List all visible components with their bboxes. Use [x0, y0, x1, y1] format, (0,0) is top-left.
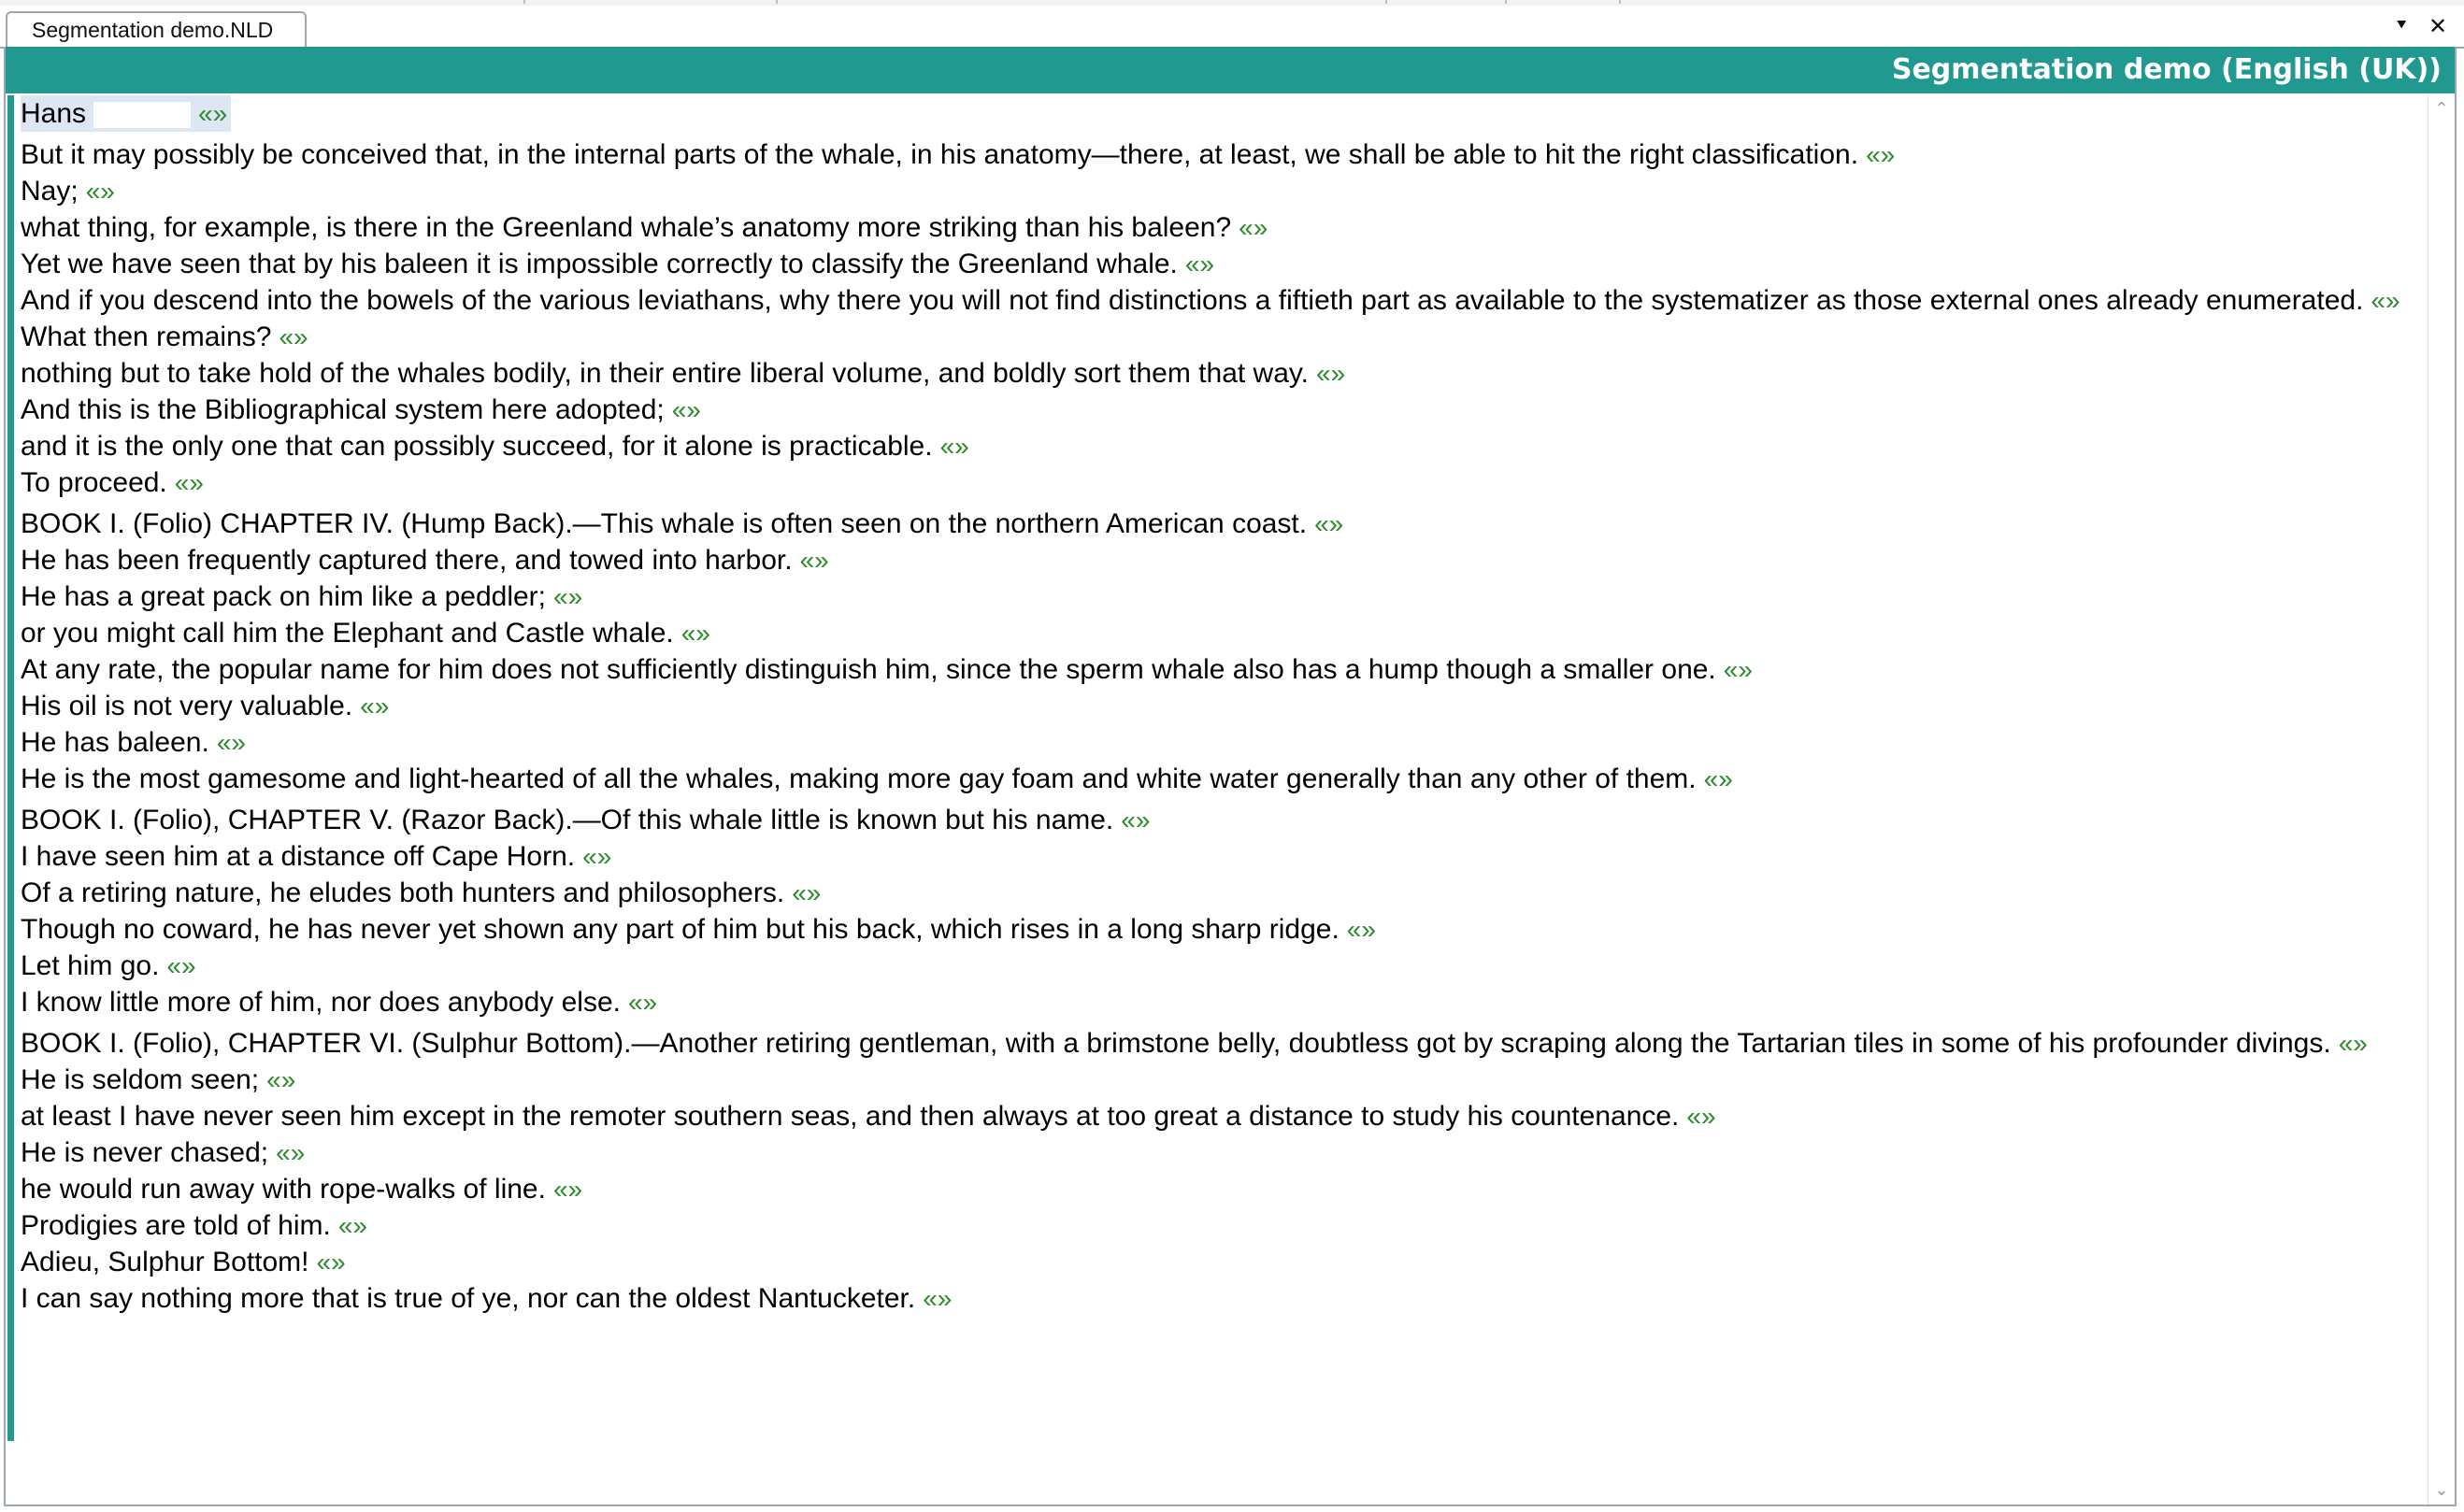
segment-text: or you might call him the Elephant and Castle whale. — [21, 618, 674, 649]
segment-marker-icon[interactable]: «» — [1239, 213, 1268, 242]
segment-text: nothing but to take hold of the whales bodily, in their entire liberal volume, and boldly sort them that way. — [21, 358, 1310, 389]
selected-segment[interactable] — [21, 95, 231, 132]
redacted-text — [93, 102, 191, 128]
segment-marker-icon[interactable]: «» — [680, 619, 710, 648]
segment-line[interactable] — [21, 1244, 2423, 1280]
segment-line[interactable] — [21, 838, 2423, 875]
segment-text: He is never chased; — [21, 1137, 269, 1168]
segment-line[interactable] — [21, 173, 2423, 209]
segment-list[interactable] — [21, 95, 2423, 1317]
segment-marker-icon[interactable]: «» — [2338, 1029, 2368, 1058]
segment-text: He has a great pack on him like a peddler; — [21, 581, 546, 612]
segment-text: he would run away with rope-walks of line. — [21, 1174, 546, 1205]
segment-marker-icon[interactable]: «» — [216, 728, 246, 757]
segment-marker-icon[interactable]: «» — [1121, 806, 1151, 834]
segment-line[interactable] — [21, 651, 2423, 688]
segment-marker-icon[interactable]: «» — [799, 546, 829, 575]
segment-marker-icon[interactable]: «» — [276, 1138, 306, 1167]
segment-text: I can say nothing more that is true of ye, nor can the oldest Nantucketer. — [21, 1283, 916, 1314]
segment-line[interactable] — [21, 136, 2423, 173]
segment-marker-icon[interactable]: «» — [316, 1248, 346, 1277]
segment-text: And if you descend into the bowels of the various leviathans, why there you will not find distinctions a fiftieth part as available to the systematizer as those external ones already enumerated. — [21, 285, 2364, 316]
segment-text: Hans — [21, 98, 87, 129]
toolbar-segment — [525, 0, 778, 4]
segment-line[interactable] — [21, 246, 2423, 282]
segment-marker-icon[interactable]: «» — [266, 1065, 296, 1094]
scroll-down-icon[interactable]: ⌄ — [2434, 1480, 2449, 1500]
segment-marker-icon[interactable]: «» — [1686, 1102, 1716, 1131]
segment-line[interactable] — [21, 428, 2423, 464]
segment-accent-bar — [7, 95, 14, 1441]
segment-line[interactable] — [21, 1134, 2423, 1171]
segment-line[interactable] — [21, 392, 2423, 428]
toolbar-segment — [1387, 0, 1507, 4]
segment-text: He is seldom seen; — [21, 1064, 260, 1095]
segment-text: He has been frequently captured there, and towed into harbor. — [21, 545, 793, 576]
segment-text: What then remains? — [21, 321, 272, 352]
segment-marker-icon[interactable]: «» — [923, 1284, 953, 1313]
segment-text: To proceed. — [21, 467, 167, 498]
segment-line[interactable] — [21, 355, 2423, 392]
segment-marker-icon[interactable]: «» — [1723, 655, 1753, 684]
segment-text: But it may possibly be conceived that, in the internal parts of the whale, in his anatomy—there, at least, we shall be able to hit the right classification. — [21, 139, 1859, 170]
segment-marker-icon[interactable]: «» — [2371, 286, 2400, 315]
segment-marker-icon[interactable]: «» — [552, 1175, 583, 1204]
segment-text: Nay; — [21, 176, 79, 207]
segment-marker-icon[interactable]: «» — [279, 322, 308, 351]
segment-line[interactable] — [21, 1025, 2423, 1062]
segment-line[interactable] — [21, 542, 2423, 578]
document-tab[interactable]: Segmentation demo.NLD — [6, 11, 307, 47]
segment-marker-icon[interactable]: «» — [1703, 764, 1733, 793]
segment-marker-icon[interactable]: «» — [1184, 250, 1215, 278]
segment-line[interactable] — [21, 761, 2423, 797]
segment-marker-icon[interactable]: «» — [1866, 140, 1896, 169]
segment-text: at least I have never seen him except in the remoter southern seas, and then always at too great a distance to study his countenance. — [21, 1101, 1680, 1132]
segment-text: His oil is not very valuable. — [21, 691, 353, 721]
segment-marker-icon[interactable]: «» — [85, 177, 115, 206]
segment-line[interactable] — [21, 282, 2423, 319]
segment-line[interactable] — [21, 1207, 2423, 1244]
segment-marker-icon[interactable]: «» — [166, 951, 196, 980]
segment-line[interactable] — [21, 209, 2423, 246]
segment-line[interactable] — [21, 464, 2423, 501]
segment-marker-icon[interactable]: «» — [671, 395, 701, 424]
segment-line[interactable] — [21, 802, 2423, 838]
segment-line[interactable] — [21, 984, 2423, 1020]
segment-text: And this is the Bibliographical system here adopted; — [21, 394, 665, 425]
segment-marker-icon[interactable]: «» — [627, 988, 658, 1017]
segment-text: BOOK I. (Folio), CHAPTER V. (Razor Back).—Of this whale little is known but his name. — [21, 805, 1114, 835]
segment-marker-icon[interactable]: «» — [1316, 359, 1346, 388]
segment-marker-icon[interactable]: «» — [582, 842, 612, 871]
segment-text: Of a retiring nature, he eludes both hunters and philosophers. — [21, 877, 785, 908]
tab-dropdown-icon[interactable]: ⯆ — [2395, 16, 2409, 36]
segment-text: I have seen him at a distance off Cape Horn. — [21, 841, 576, 872]
segment-text: He has baleen. — [21, 727, 209, 758]
segment-text: what thing, for example, is there in the Greenland whale’s anatomy more striking than his baleen? — [21, 212, 1232, 243]
editor-panel — [4, 47, 2457, 1506]
toolbar-segment — [0, 0, 525, 4]
panel-title: Segmentation demo (English (UK)) — [1891, 53, 2442, 86]
segment-text: Adieu, Sulphur Bottom! — [21, 1247, 309, 1277]
segment-line[interactable] — [21, 875, 2423, 911]
segment-text: Yet we have seen that by his baleen it is impossible correctly to classify the Greenland whale. — [21, 249, 1178, 279]
segment-text: At any rate, the popular name for him does not sufficiently distinguish him, since the sperm whale also has a hump though a smaller one. — [21, 654, 1716, 685]
document-tab-strip — [0, 6, 2464, 49]
segment-text: and it is the only one that can possibly succeed, for it alone is practicable. — [21, 431, 933, 462]
segment-text: Though no coward, he has never yet shown any part of him but his back, which rises in a long sharp ridge. — [21, 914, 1339, 945]
segment-marker-icon[interactable]: «» — [174, 468, 204, 497]
segment-line[interactable] — [21, 1280, 2423, 1317]
close-icon[interactable]: ✕ — [2428, 13, 2448, 39]
segment-line[interactable] — [21, 724, 2423, 761]
segment-marker-icon[interactable]: «» — [337, 1211, 367, 1240]
scroll-up-icon[interactable]: ⌃ — [2434, 99, 2449, 119]
vertical-scrollbar[interactable] — [2428, 95, 2455, 1505]
segment-marker-icon[interactable]: «» — [360, 692, 390, 720]
segment-marker-icon[interactable]: «» — [792, 878, 822, 907]
segment-marker-icon[interactable]: «» — [1346, 915, 1376, 944]
segment-line[interactable] — [21, 911, 2423, 948]
panel-title-bar — [6, 47, 2455, 93]
segment-line[interactable] — [21, 1171, 2423, 1207]
segment-marker-icon[interactable]: «» — [939, 432, 969, 461]
segment-line[interactable] — [21, 319, 2423, 355]
segment-marker-icon[interactable]: «» — [1314, 509, 1344, 538]
segment-line[interactable] — [21, 948, 2423, 984]
segment-text: I know little more of him, nor does anybody else. — [21, 987, 621, 1018]
segment-line[interactable] — [21, 615, 2423, 651]
toolbar-segment — [778, 0, 1387, 4]
segment-line[interactable] — [21, 1062, 2423, 1098]
segment-line[interactable] — [21, 506, 2423, 542]
segment-line[interactable] — [21, 578, 2423, 615]
segment-text: He is the most gamesome and light-hearted of all the whales, making more gay foam and white water generally than any other of them. — [21, 763, 1697, 794]
segment-text: BOOK I. (Folio) CHAPTER IV. (Hump Back).—This whale is often seen on the northern American coast. — [21, 508, 1308, 539]
segment-line[interactable] — [21, 1098, 2423, 1134]
segment-line[interactable] — [21, 95, 2423, 132]
segment-line[interactable] — [21, 688, 2423, 724]
segment-text: Prodigies are told of him. — [21, 1210, 331, 1241]
segment-marker-icon[interactable]: «» — [553, 582, 583, 611]
toolbar-segment — [1507, 0, 1621, 4]
segment-text: BOOK I. (Folio), CHAPTER VI. (Sulphur Bottom).—Another retiring gentleman, with a brimstone belly, doubtless got by scraping along the Tartarian tiles in some of his profounder divings. — [21, 1028, 2331, 1059]
segment-text: Let him go. — [21, 950, 160, 981]
segment-marker-icon[interactable]: «» — [198, 99, 228, 128]
